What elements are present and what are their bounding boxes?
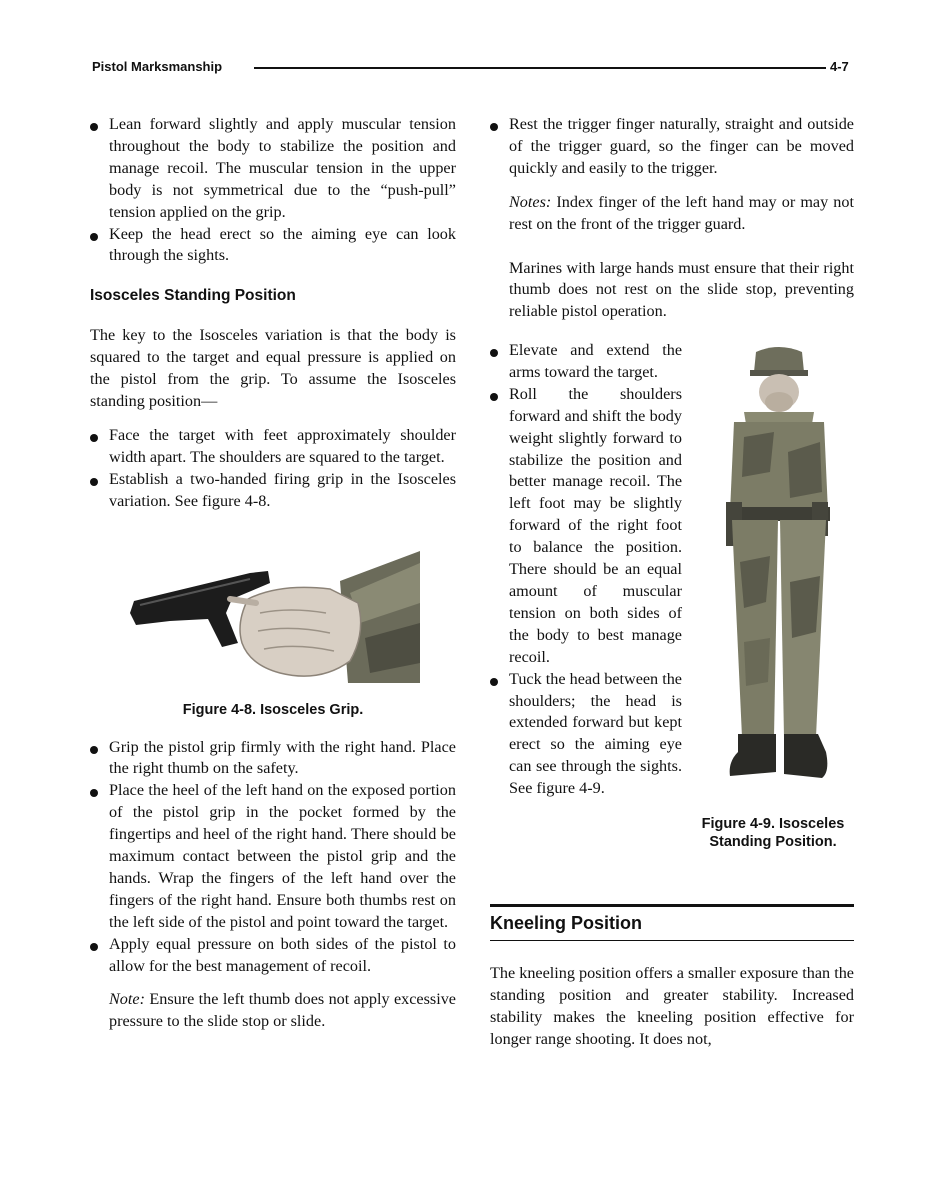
section-rule-bottom: [490, 940, 854, 942]
bullet-list-right: [490, 340, 682, 800]
notes-text-2: Marines with large hands must ensure that their right thumb does not rest on the slide stop, preventing reliable pistol operation.: [509, 258, 854, 321]
list-item: Keep the head erect so the aiming eye can look through the sights.: [90, 224, 456, 268]
note: [90, 989, 456, 1033]
intro-paragraph: The key to the Isosceles variation is that the body is squared to the target and equal pressure is applied on the pistol from the grip. To assume the Isosceles standing position—: [90, 326, 456, 410]
list-item: Apply equal pressure on both sides of the pistol to allow for the best management of recoil.: [90, 934, 456, 978]
right-column: [490, 114, 854, 323]
bullet-list-mid: [90, 425, 456, 513]
list-item: Grip the pistol grip firmly with the right hand. Place the right thumb on the safety.: [90, 737, 456, 781]
kneeling-paragraph: The kneeling position offers a smaller exposure than the standing position and greater stability. Increased stability makes the kneeling position effective for longer range shooting. It does not,: [490, 964, 854, 1048]
left-column: [90, 114, 456, 1033]
notes-text: Index finger of the left hand may or may not rest on the front of the trigger guard.: [509, 192, 854, 233]
notes: [490, 192, 854, 236]
bullet-list-top: [90, 114, 456, 267]
bullet-list-bottom: [90, 737, 456, 978]
note-text: Ensure the left thumb does not apply excessive pressure to the slide stop or slide.: [109, 990, 456, 1031]
list-item: Lean forward slightly and apply muscular tension throughout the body to stabilize the position and manage recoil. The muscular tension in the upper body is not symmetrical due to the “push-pull” tension applied on the grip.: [90, 114, 456, 224]
section-heading: Isosceles Standing Position: [90, 287, 296, 305]
note-label: Note:: [109, 990, 145, 1009]
bullet-list-right-top: [490, 114, 854, 180]
kneeling-section: [490, 904, 854, 1051]
list-item: Rest the trigger finger naturally, straight and outside of the trigger guard, so the finger can be moved quickly and easily to the trigger.: [490, 114, 854, 180]
list-item: Place the heel of the left hand on the exposed portion of the pistol grip in the pocket formed by the fingertips and heel of the right hand. There should be maximum contact between the pistol grip and the hands. Wrap the fingers of the left hand over the fingers of the right hand. Ensure both thumbs rest on the left side of the pistol and point toward the target.: [90, 780, 456, 933]
list-item: Roll the shoulders forward and shift the body weight slightly forward to stabilize the position and better manage recoil. The left foot may be slightly forward of the right foot to balance the position. There should be an equal amount of muscular tension on both sides of the body to best manage recoil.: [490, 384, 682, 669]
running-header-title: Pistol Marksmanship: [92, 59, 223, 74]
list-item: Establish a two-handed firing grip in the Isosceles variation. See figure 4-8.: [90, 469, 456, 513]
header-rule: [254, 67, 826, 69]
list-item: Elevate and extend the arms toward the target.: [490, 340, 682, 384]
figure-caption-4-8: Figure 4-8. Isosceles Grip.: [182, 701, 364, 718]
kneeling-heading: Kneeling Position: [490, 912, 643, 933]
soldier-standing-figure: [704, 342, 854, 792]
notes-label: Notes:: [509, 192, 552, 211]
pistol-grip-figure: [130, 543, 420, 683]
page-number: 4-7: [830, 59, 849, 74]
list-item: Face the target with feet approximately shoulder width apart. The shoulders are squared to the target.: [90, 425, 456, 469]
list-item: Tuck the head between the shoulders; the head is extended forward but kept erect so the aiming eye can see through the sights. See figure 4-9.: [490, 669, 682, 800]
figure-caption-4-9: Figure 4-9. Isosceles Standing Position.: [701, 816, 845, 850]
standing-bullets: [490, 340, 682, 800]
